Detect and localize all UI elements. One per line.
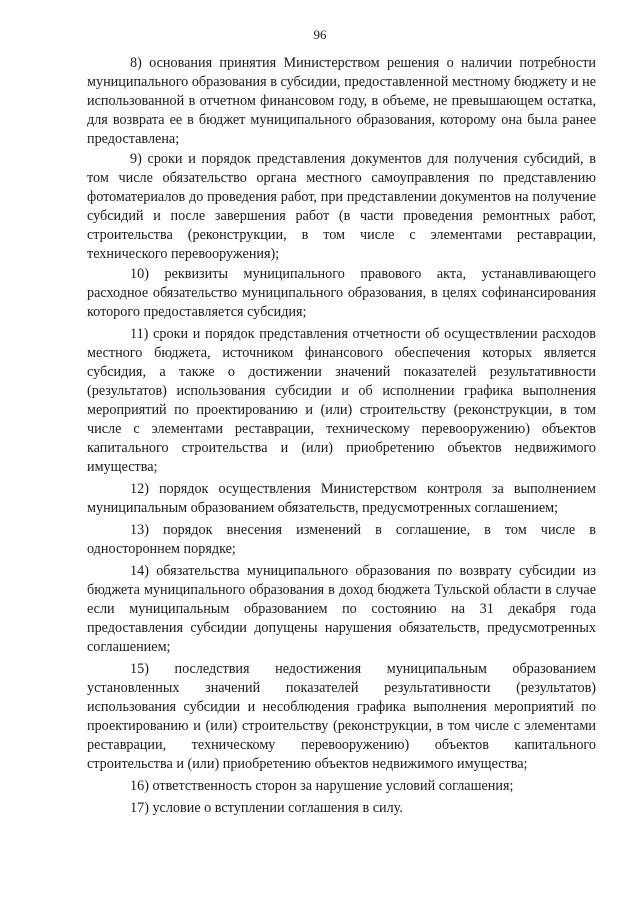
paragraph-item-17: 17) условие о вступлении соглашения в силу. [130,800,403,816]
paragraph-item-9: 9) сроки и порядок представления документов для получения субсидий, в том числе обязательство органа местного самоуправления по представлению фотоматериалов до проведения работ, при представлении документов на получение субсидий и после завершения работ (в части проведения ремонтных работ, строительства (реконструкции, в том числе с элементами реставрации, технического перевооружения); [87,151,596,262]
paragraph-item-13: 13) порядок внесения изменений в соглашение, в том числе в одностороннем порядке; [87,522,596,557]
paragraph-item-12: 12) порядок осуществления Министерством контроля за выполнением муниципальным образованием обязательств, предусмотренных соглашением; [87,481,596,516]
paragraph-item-11: 11) сроки и порядок представления отчетности об осуществлении расходов местного бюджета, источником финансового обеспечения которых является субсидия, а также о достижении значений показателей результативности (результатов) использования субсидии и об исполнении графика выполнения мероприятий по проектированию и (или) строительству (реконструкции, в том числе с элементами реставрации, техническому перевооружению) объектов капитального строительства и (или) приобретению объектов недвижимого имущества; [87,326,596,475]
paragraph-item-14: 14) обязательства муниципального образования по возврату субсидии из бюджета муниципального образования в доход бюджета Тульской области в случае если муниципальным образованием по состоянию на 31 декабря года предоставления субсидии допущены нарушения обязательств, предусмотренных соглашением; [87,563,596,655]
document-body [87,54,596,821]
paragraph-item-10: 10) реквизиты муниципального правового акта, устанавливающего расходное обязательство муниципального образования, в целях софинансирования которого предоставляется субсидия; [87,266,596,320]
paragraph-item-16: 16) ответственность сторон за нарушение условий соглашения; [130,778,514,794]
paragraph-item-15: 15) последствия недостижения муниципальным образованием установленных значений показателей результативности (результатов) использования субсидии и несоблюдения графика выполнения мероприятий по проектированию и (или) строительству (реконструкции, в том числе с элементами реставрации, техническому перевооружению) объектов капитального строительства и (или) приобретению объектов недвижимого имущества; [87,661,596,772]
page-number: 96 [313,27,327,42]
paragraph-item-8: 8) основания принятия Министерством решения о наличии потребности муниципального образования в субсидии, предоставленной местному бюджету и не использованной в отчетном финансовом году, в объеме, не превышающем остатка, для возврата ее в бюджет муниципального образования, которому она была ранее предоставлена; [87,55,596,147]
